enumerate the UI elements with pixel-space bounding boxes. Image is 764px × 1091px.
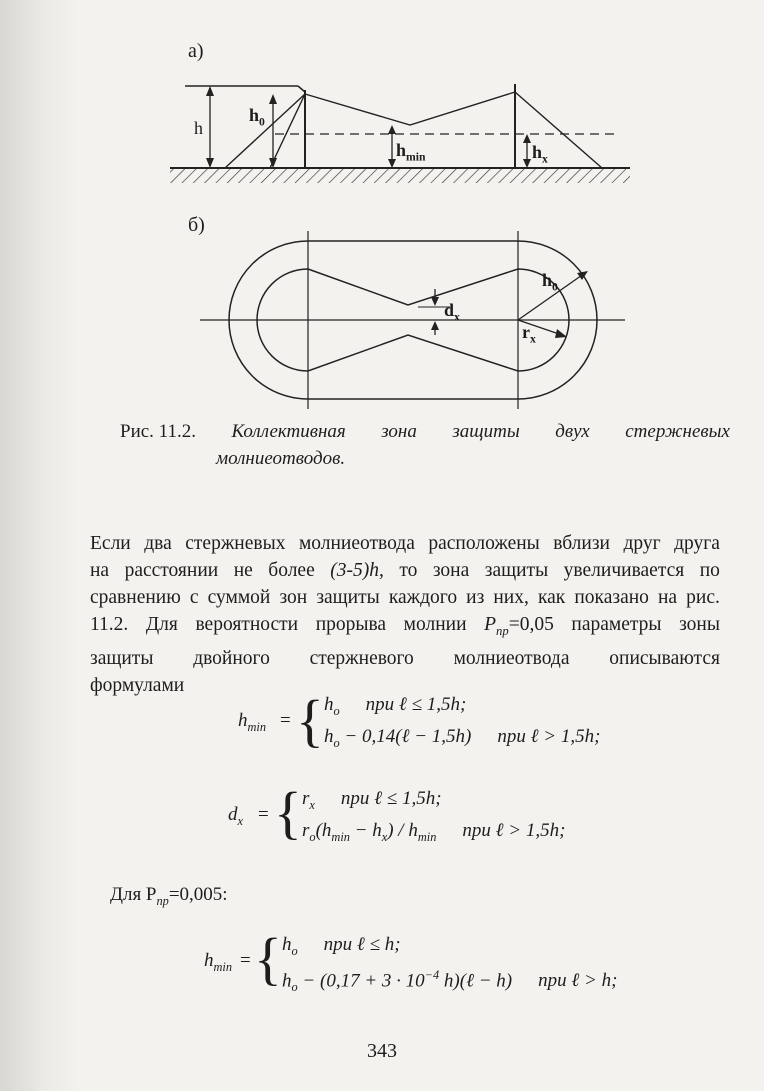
figure-b-plan bbox=[180, 225, 640, 415]
figure-a-label: а) bbox=[188, 40, 204, 62]
paragraph-line: формулами bbox=[90, 674, 185, 696]
body-paragraph bbox=[90, 530, 720, 699]
caption-line-2: молниеотводов. bbox=[216, 448, 346, 469]
page-edge-shadow bbox=[0, 0, 80, 1091]
figure-b-label: б) bbox=[188, 214, 205, 236]
probability-line: Для $P_{пр}=0,005$: bbox=[110, 884, 228, 908]
paragraph-line: защиты двойного стержневого молниеотвода описываются bbox=[90, 647, 720, 669]
paragraph-line: сравнению с суммой зон защиты каждого из них, как показано на рис. bbox=[90, 587, 720, 608]
formula-dx: $d_x$ = { $r_x$ при ℓ ≤ 1,5h; $r_o(h_{min} - h_x) / h_{min}$ при ℓ > 1,5h; bbox=[228, 780, 566, 845]
caption-number: Рис. 11.2. bbox=[120, 421, 196, 442]
figure-a-profile bbox=[170, 70, 640, 195]
h0-label: $h_0$ bbox=[249, 105, 265, 129]
hx-label: $h_x$ bbox=[532, 142, 548, 166]
ground-hatch bbox=[170, 168, 630, 183]
page-number: 343 bbox=[367, 1040, 397, 1062]
h0-plan-label: $h_0$ bbox=[542, 270, 558, 294]
figure-caption: Рис. 11.2. Коллективная зона защиты двух стержневых молниеотводов. bbox=[120, 418, 730, 472]
paragraph-line: на расстоянии не более (3-5)h, то зона защиты увеличивается по bbox=[90, 560, 720, 581]
h-label: h bbox=[194, 118, 203, 138]
paragraph-line: 11.2. Для вероятности прорыва молнии $P_{пр}=0,05$ параметры зоны bbox=[90, 614, 720, 638]
paragraph-line: Если два стержневых молниеотвода расположены вблизи друг друга bbox=[90, 533, 720, 554]
rx-label: $r_x$ bbox=[522, 322, 536, 346]
formula-hmin-0005: $h_{min}$ = { $h_o$ при ℓ ≤ h; $h_o - (0,17 + 3 \cdot 10^{-4}$ h)(ℓ − h) при ℓ > h; bbox=[204, 926, 618, 995]
dx-label: $d_x$ bbox=[444, 300, 460, 324]
hmin-label: $h_{min}$ bbox=[396, 140, 426, 164]
formula-hmin-005: $h_{min}$ = { $h_o$ при ℓ ≤ 1,5h; $h_o$ − 0,14(ℓ − 1,5h) при ℓ > 1,5h; bbox=[238, 688, 601, 753]
